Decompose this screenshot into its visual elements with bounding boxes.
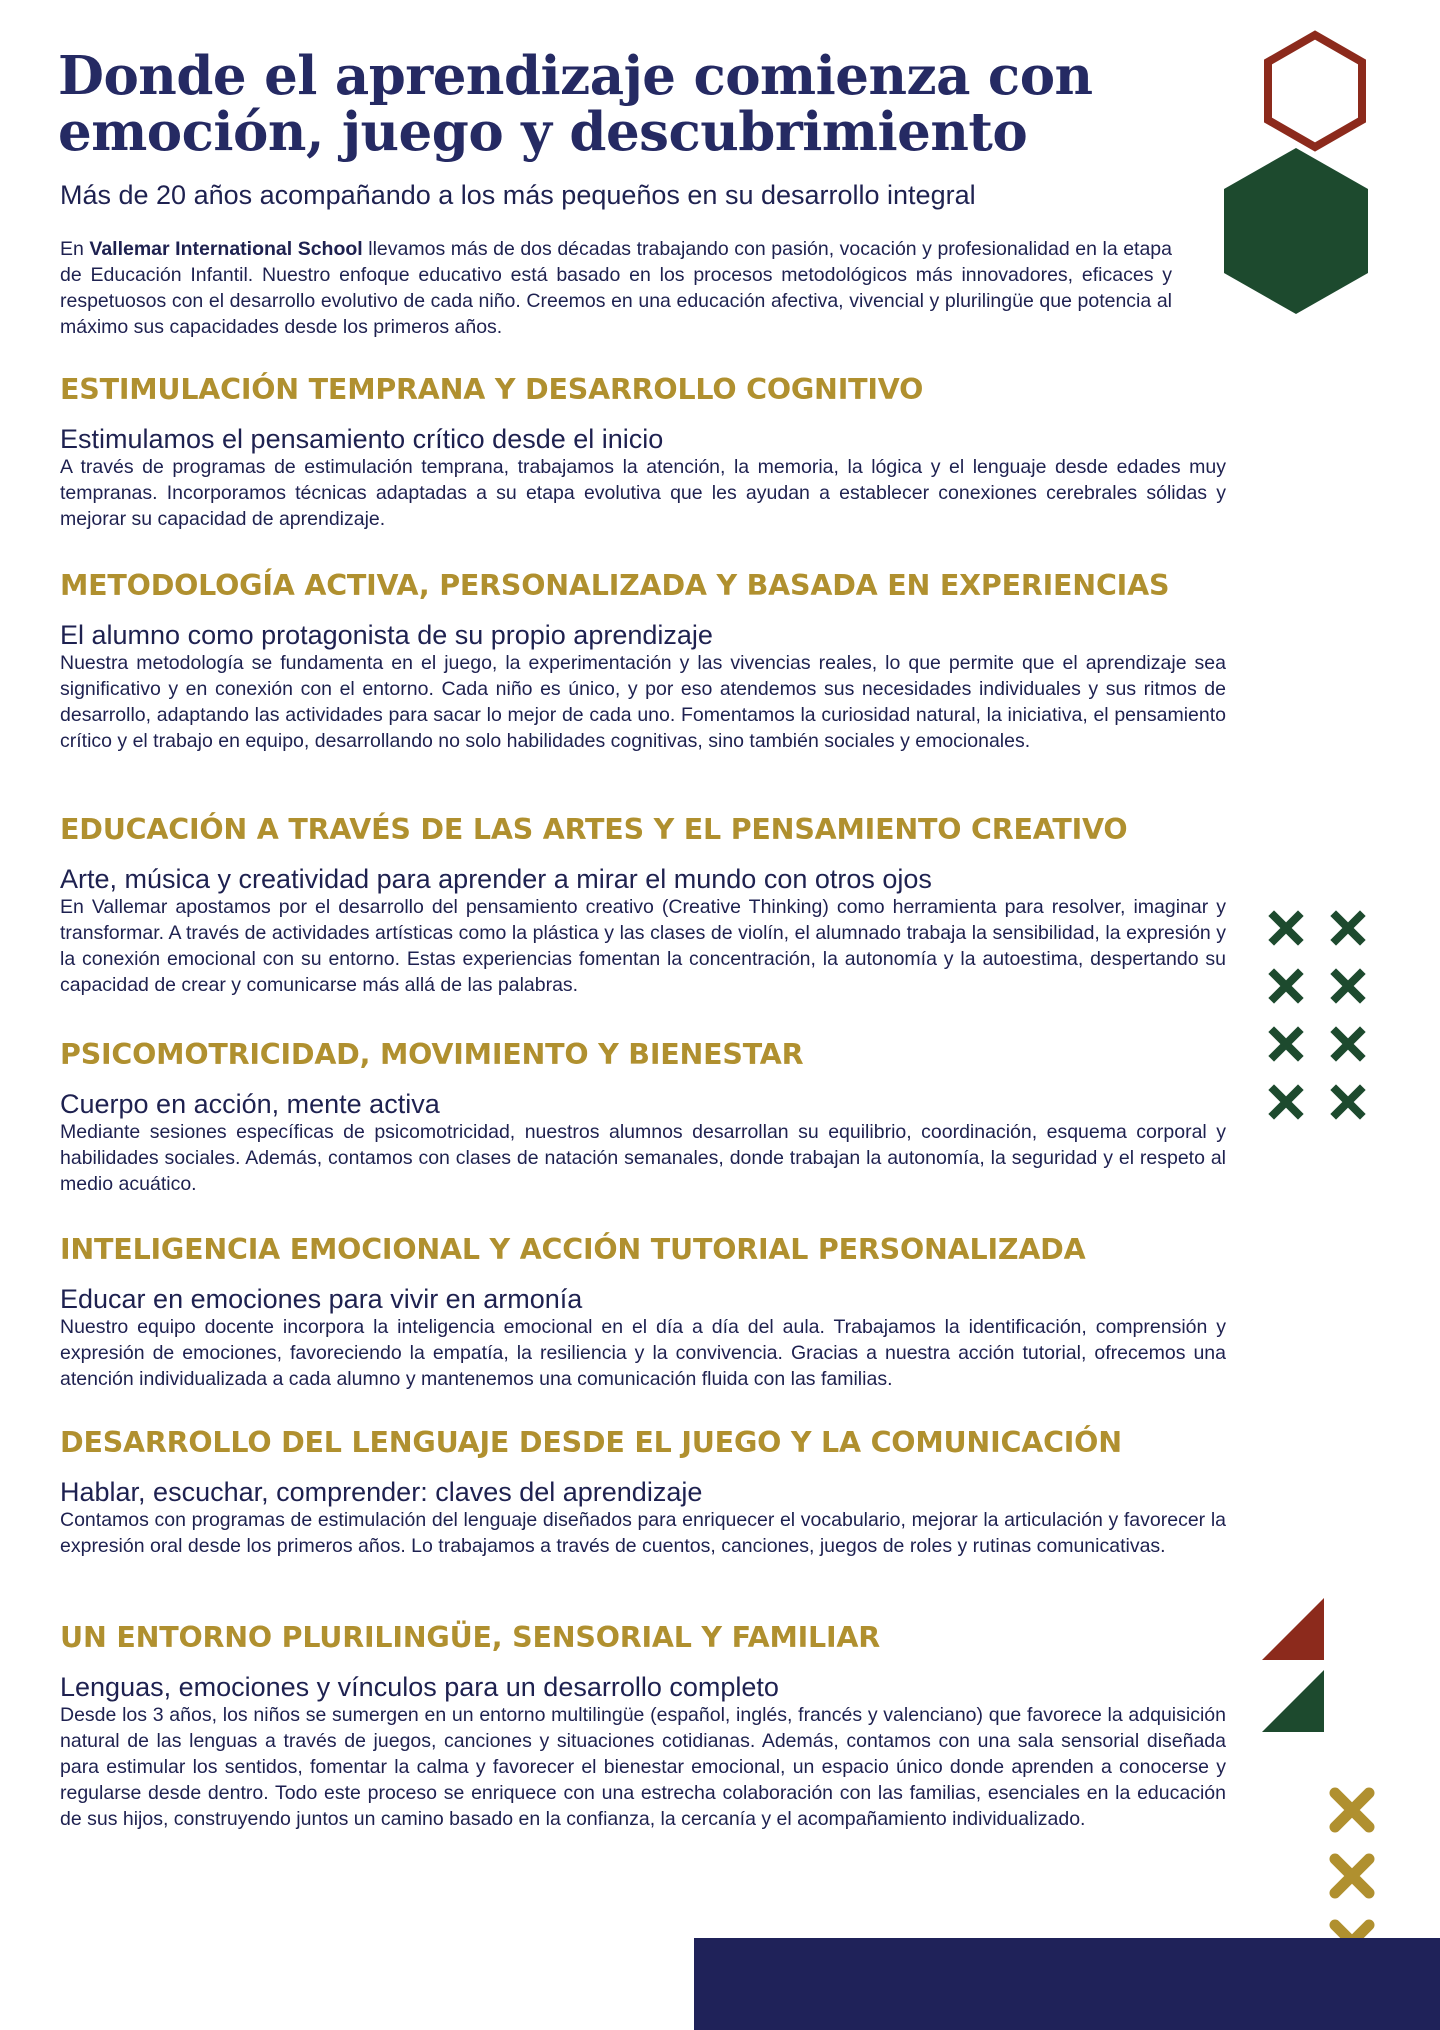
section-subheading: Estimulamos el pensamiento crítico desde el inicio (60, 424, 664, 454)
section-subheading: Hablar, escuchar, comprender: claves del aprendizaje (60, 1477, 703, 1507)
section-plurilingue (60, 1620, 1226, 1832)
section-estimulacion (60, 372, 1226, 532)
section-body: Contamos con programas de estimulación del lenguaje diseñados para enriquecer el vocabulario, mejorar la articulación y favorecer la expresión oral desde los primeros años. Lo trabajamos a través de cuentos, canciones, juegos de roles y rutinas comunicativas. (60, 1509, 1226, 1557)
section-heading: EDUCACIÓN A TRAVÉS DE LAS ARTES Y EL PENSAMIENTO CREATIVO (60, 813, 1128, 846)
section-body: Nuestro equipo docente incorpora la inteligencia emocional en el día a día del aula. Trabajamos la identificación, comprensión y expresión de emociones, favoreciendo la empatía, la resiliencia y la convivencia. Gracias a nuestra acción tutorial, ofrecemos una atención individualizada a cada alumno y mantenemos una comunicación fluida con las familias. (60, 1316, 1226, 1390)
section-body: A través de programas de estimulación temprana, trabajamos la atención, la memoria, la lógica y el lenguaje desde edades muy tempranas. Incorporamos técnicas adaptadas a su etapa evolutiva que les ayudan a establecer conexiones cerebrales sólidas y mejorar su capacidad de aprendizaje. (60, 456, 1226, 530)
title-line-2: emoción, juego y descubrimiento (58, 101, 1028, 163)
footer-bar (694, 1938, 1440, 2030)
section-body: Desde los 3 años, los niños se sumergen en un entorno multilingüe (español, inglés, francés y valenciano) que favorece la adquisición natural de las lenguas a través de juegos, canciones y situaciones cotidianas. Además, contamos con una sala sensorial diseñada para estimular los sentidos, fomentar la calma y favorecer el bienestar emocional, un espacio único donde aprenden a conocerse y regularse desde dentro. Todo este proceso se enriquece con una estrecha colaboración con las familias, esenciales en la educación de sus hijos, construyendo juntos un camino basado en la confianza, la cercanía y el acompañamiento individualizado. (60, 1704, 1226, 1830)
x-marks-grid-icon (1268, 910, 1376, 1122)
section-body: En Vallemar apostamos por el desarrollo del pensamiento creativo (Creative Thinking) como herramienta para resolver, imaginar y transformar. A través de actividades artísticas como la plástica y las clases de violín, el alumnado trabaja la sensibilidad, la expresión y la conexión emocional con su entorno. Estas experiencias fomentan la concentración, la autonomía y la autoestima, despertando su capacidad de crear y comunicarse más allá de las palabras. (60, 896, 1226, 996)
section-subheading: Arte, música y creatividad para aprender a mirar el mundo con otros ojos (60, 864, 932, 894)
intro-paragraph (60, 236, 1172, 340)
section-subheading: Educar en emociones para vivir en armonía (60, 1284, 583, 1314)
section-body: Mediante sesiones específicas de psicomotricidad, nuestros alumnos desarrollan su equilibrio, coordinación, esquema corporal y habilidades sociales. Además, contamos con clases de natación semanales, donde trabajan la autonomía, la seguridad y el respeto al medio acuático. (60, 1121, 1226, 1195)
hexagon-filled-icon (1222, 146, 1370, 316)
section-subheading: El alumno como protagonista de su propio aprendizaje (60, 620, 713, 650)
triangle-icon (1262, 1598, 1326, 1662)
section-psicomotricidad (60, 1037, 1226, 1197)
section-heading: DESARROLLO DEL LENGUAJE DESDE EL JUEGO Y LA COMUNICACIÓN (60, 1426, 1122, 1459)
school-name: Vallemar International School (89, 238, 363, 260)
section-metodologia (60, 568, 1226, 754)
intro-text: llevamos más de dos décadas trabajando con pasión, vocación y profesionalidad en la etapa de Educación Infantil. Nuestro enfoque educativo está basado en los procesos metodológicos más innovadores, eficaces y respetuosos con el desarrollo evolutivo de cada niño. Creemos en una educación afectiva, vivencial y plurilingüe que potencia al máximo sus capacidades desde los primeros años. (60, 238, 1172, 338)
section-heading: INTELIGENCIA EMOCIONAL Y ACCIÓN TUTORIAL PERSONALIZADA (60, 1233, 1086, 1266)
hexagon-outline-icon (1262, 30, 1368, 152)
page-title (58, 45, 1178, 163)
triangle-icon (1262, 1670, 1326, 1734)
section-heading: METODOLOGÍA ACTIVA, PERSONALIZADA Y BASADA EN EXPERIENCIAS (60, 569, 1170, 602)
section-heading: PSICOMOTRICIDAD, MOVIMIENTO Y BIENESTAR (60, 1038, 804, 1071)
section-heading: UN ENTORNO PLURILINGÜE, SENSORIAL Y FAMILIAR (60, 1621, 880, 1654)
section-artes (60, 812, 1226, 998)
page-subtitle: Más de 20 años acompañando a los más pequeños en su desarrollo integral (60, 180, 976, 210)
section-lenguaje (60, 1425, 1226, 1559)
section-inteligencia-emocional (60, 1232, 1226, 1392)
intro-prefix: En (60, 238, 90, 260)
title-line-1: Donde el aprendizaje comienza con (58, 45, 1093, 107)
section-subheading: Lenguas, emociones y vínculos para un desarrollo completo (60, 1672, 779, 1702)
section-subheading: Cuerpo en acción, mente activa (60, 1089, 440, 1119)
section-body: Nuestra metodología se fundamenta en el juego, la experimentación y las vivencias reales, lo que permite que el aprendizaje sea significativo y en conexión con el entorno. Cada niño es único, y por eso atendemos sus necesidades individuales y sus ritmos de desarrollo, adaptando las actividades para sacar lo mejor de cada uno. Fomentamos la curiosidad natural, la iniciativa, el pensamiento crítico y el trabajo en equipo, desarrollando no solo habilidades cognitivas, sino también sociales y emocionales. (60, 652, 1226, 752)
section-heading: ESTIMULACIÓN TEMPRANA Y DESARROLLO COGNITIVO (60, 373, 924, 406)
